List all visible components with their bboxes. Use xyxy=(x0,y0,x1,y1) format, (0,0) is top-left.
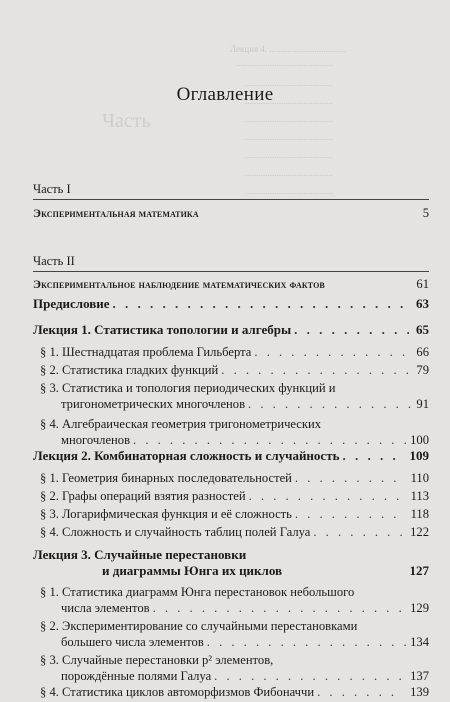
page-number: 110 xyxy=(410,471,429,485)
page-number: 118 xyxy=(410,507,429,521)
toc-entry-section[interactable] xyxy=(40,618,429,650)
page-number: 113 xyxy=(410,489,429,503)
lecture-title-cont: и диаграммы Юнга их циклов xyxy=(102,563,283,578)
leader-dots xyxy=(221,362,409,378)
toc-entry-section[interactable] xyxy=(40,524,429,540)
page-title: Оглавление xyxy=(176,84,274,105)
leader-dots xyxy=(207,634,407,650)
section-title: Случайные перестановки p² элементов, xyxy=(62,653,274,667)
toc-entry-section[interactable] xyxy=(40,652,429,684)
leader-dots xyxy=(214,668,407,684)
section-title: Статистика циклов автоморфизмов Фибоначчи xyxy=(62,685,315,699)
section-title: Статистика диаграмм Юнга перестановок небольшого xyxy=(62,585,355,599)
toc-entry-preface[interactable] xyxy=(33,296,429,312)
page-number: 122 xyxy=(410,525,429,539)
page-number: 5 xyxy=(422,206,429,220)
divider xyxy=(33,271,429,272)
leader-dots xyxy=(113,296,409,312)
section-number: § 2. xyxy=(40,619,59,633)
part-2-heading: Экспериментальное наблюдение математических фактов xyxy=(33,277,325,291)
page-number: 100 xyxy=(410,433,429,447)
toc-entry-section[interactable] xyxy=(40,584,429,616)
toc-entry-section[interactable] xyxy=(40,344,429,360)
lecture-title: Лекция 3. Случайные перестановки xyxy=(33,547,247,562)
section-number: § 1. xyxy=(40,585,59,599)
toc-entry-section[interactable] xyxy=(40,380,429,412)
section-title: Статистика и топология периодических функций и xyxy=(62,381,336,395)
leader-dots xyxy=(313,524,403,540)
toc-entry-section[interactable] xyxy=(40,506,429,522)
section-title: Геометрия бинарных последовательностей xyxy=(62,471,292,485)
section-number: § 1. xyxy=(40,345,59,359)
leader-dots xyxy=(133,432,407,448)
page-number: 61 xyxy=(416,277,429,291)
page-number: 134 xyxy=(410,635,429,649)
leader-dots xyxy=(294,322,409,338)
section-number: § 3. xyxy=(40,653,59,667)
toc-entry-lecture-3[interactable] xyxy=(33,547,429,579)
section-number: § 2. xyxy=(40,363,59,377)
section-title-cont: большего числа элементов xyxy=(61,635,204,649)
toc-entry-section[interactable] xyxy=(40,488,429,504)
lecture-title: Лекция 2. Комбинаторная сложность и случайность xyxy=(33,448,340,463)
preface-title: Предисловие xyxy=(33,296,110,311)
lecture-title: Лекция 1. Статистика топологии и алгебры xyxy=(33,322,292,337)
page-number: 109 xyxy=(409,448,429,463)
section-title: Шестнадцатая проблема Гильберта xyxy=(62,345,252,359)
toc-entry-section[interactable] xyxy=(40,470,429,486)
toc-entry-section[interactable] xyxy=(40,362,429,378)
leader-dots xyxy=(295,506,404,522)
leader-dots xyxy=(254,344,409,360)
page-number: 79 xyxy=(416,363,429,377)
leader-dots xyxy=(248,396,413,412)
page-number: 91 xyxy=(416,397,429,411)
section-number: § 3. xyxy=(40,507,59,521)
toc-entry-lecture-2[interactable] xyxy=(33,448,429,464)
toc-entry-part-1[interactable] xyxy=(33,205,429,221)
section-title: Сложность и случайность таблиц полей Галуа xyxy=(62,525,311,539)
section-number: § 4. xyxy=(40,525,59,539)
section-title: Алгебраическая геометрия тригонометрических xyxy=(62,417,322,431)
section-number: § 3. xyxy=(40,381,59,395)
leader-dots xyxy=(249,488,404,504)
page-number: 63 xyxy=(416,296,429,311)
leader-dots xyxy=(342,448,402,464)
section-title: Графы операций взятия разностей xyxy=(62,489,246,503)
section-title: Логарифмическая функция и её сложность xyxy=(62,507,292,521)
leader-dots xyxy=(153,600,407,616)
toc-entry-part-2[interactable] xyxy=(33,276,429,292)
toc-entry-lecture-1[interactable] xyxy=(33,322,429,338)
leader-dots xyxy=(295,470,404,486)
section-title-cont: порождённые полями Галуа xyxy=(61,669,212,683)
section-number: § 2. xyxy=(40,489,59,503)
section-title-cont: многочленов xyxy=(61,433,131,447)
part-1-label: Часть I xyxy=(33,182,71,196)
divider xyxy=(33,199,429,200)
bleed-through: Лекция 4. .................................. ........................................... ....................................... ....................................... Часть ....................................... ....................................... ....................................... ....................................... ....................................... xyxy=(102,44,346,196)
toc-entry-section[interactable] xyxy=(40,416,429,448)
section-title: Статистика гладких функций xyxy=(62,363,219,377)
page-number: 139 xyxy=(410,685,429,699)
page-number: 65 xyxy=(416,322,429,337)
section-title-cont: тригонометрических многочленов xyxy=(61,397,246,411)
section-number: § 4. xyxy=(40,417,59,431)
leader-dots xyxy=(317,684,403,700)
section-title-cont: числа элементов xyxy=(61,601,150,615)
toc-entry-section[interactable] xyxy=(40,684,429,700)
page-number: 127 xyxy=(409,563,429,578)
section-number: § 4. xyxy=(40,685,59,699)
part-2-label: Часть II xyxy=(33,254,75,268)
page-number: 129 xyxy=(410,601,429,615)
part-1-heading: Экспериментальная математика xyxy=(33,206,199,220)
section-title: Экспериментирование со случайными перестановками xyxy=(62,619,358,633)
page-number: 137 xyxy=(410,669,429,683)
section-number: § 1. xyxy=(40,471,59,485)
page-number: 66 xyxy=(416,345,429,359)
